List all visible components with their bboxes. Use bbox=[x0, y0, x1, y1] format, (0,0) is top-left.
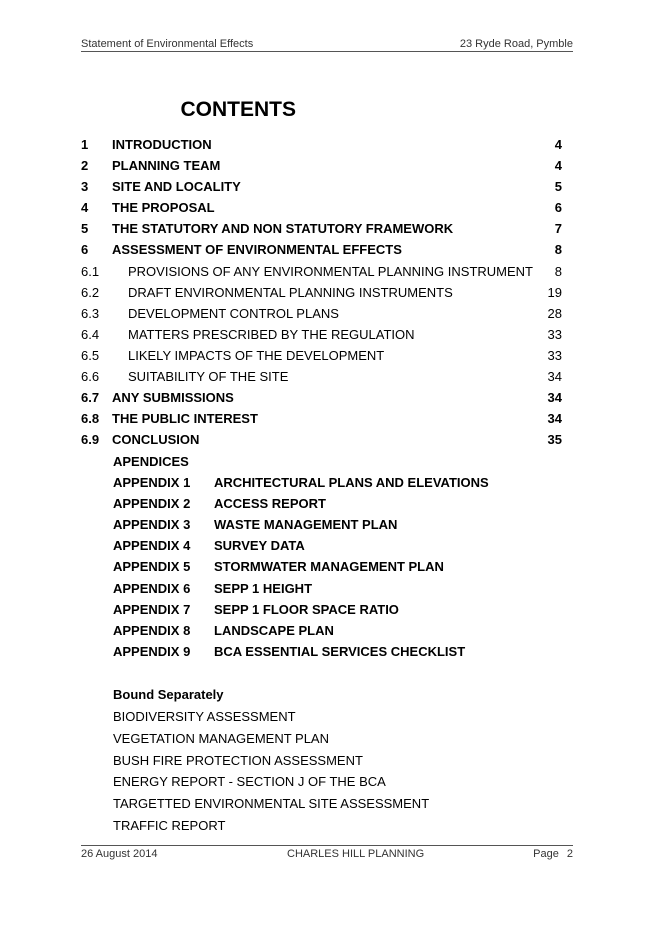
bound-separately-heading: Bound Separately bbox=[113, 687, 224, 702]
toc-entry-title: THE PROPOSAL bbox=[112, 200, 215, 216]
bound-separately-list bbox=[113, 684, 429, 837]
footer-organisation: CHARLES HILL PLANNING bbox=[287, 848, 425, 860]
toc-entry-page: 34 bbox=[547, 411, 562, 427]
appendix-title: STORMWATER MANAGEMENT PLAN bbox=[214, 559, 444, 575]
appendix-code: APPENDIX 5 bbox=[113, 559, 191, 575]
toc-entry-title: MATTERS PRESCRIBED BY THE REGULATION bbox=[128, 326, 415, 342]
toc-entry-title: SITE AND LOCALITY bbox=[112, 179, 241, 195]
toc-entry bbox=[81, 134, 562, 155]
toc-entry-title: DEVELOPMENT CONTROL PLANS bbox=[128, 305, 339, 321]
appendix-entry bbox=[113, 641, 533, 662]
toc-entry-page: 8 bbox=[554, 263, 562, 279]
toc-entry-number: 6.2 bbox=[81, 284, 100, 300]
toc-entry bbox=[81, 218, 562, 239]
appendix-entry bbox=[113, 578, 533, 599]
toc-entry bbox=[81, 429, 562, 450]
toc-entry-number: 6.4 bbox=[81, 326, 100, 342]
toc-entry-title: THE STATUTORY AND NON STATUTORY FRAMEWORK bbox=[112, 221, 454, 237]
toc-entry-number: 3 bbox=[81, 179, 89, 195]
appendix-code: APPENDIX 6 bbox=[113, 580, 191, 596]
toc-entry-page: 28 bbox=[547, 305, 562, 321]
toc-entry-number: 6.6 bbox=[81, 369, 100, 385]
toc-entry-title: ASSESSMENT OF ENVIRONMENTAL EFFECTS bbox=[112, 242, 402, 258]
toc-entry bbox=[81, 176, 562, 197]
toc-entry bbox=[81, 387, 562, 408]
toc-entry-page: 7 bbox=[554, 221, 562, 237]
appendix-entry bbox=[113, 472, 533, 493]
toc-entry-page: 6 bbox=[554, 200, 562, 216]
toc-entry-page: 5 bbox=[554, 179, 562, 195]
toc-entry-number: 1 bbox=[81, 137, 89, 152]
appendix-title: SEPP 1 HEIGHT bbox=[214, 580, 313, 596]
toc-entry bbox=[81, 408, 562, 429]
toc-entry bbox=[81, 261, 562, 282]
toc-entry-title: LIKELY IMPACTS OF THE DEVELOPMENT bbox=[128, 347, 385, 363]
toc-entry-title: INTRODUCTION bbox=[112, 137, 212, 152]
toc-entry-page: 8 bbox=[554, 242, 562, 258]
toc-entry-number: 2 bbox=[81, 158, 89, 174]
toc-entry-page: 4 bbox=[554, 137, 562, 152]
appendix-code: APPENDIX 4 bbox=[113, 538, 191, 554]
appendix-code: APPENDIX 2 bbox=[113, 496, 191, 512]
bound-separately-item: TRAFFIC REPORT bbox=[113, 817, 226, 833]
toc-entry bbox=[81, 303, 562, 324]
toc-entry-number: 6.7 bbox=[81, 390, 100, 406]
toc-entry-number: 5 bbox=[81, 221, 89, 237]
toc-entry-title: THE PUBLIC INTEREST bbox=[112, 411, 258, 427]
appendices-heading: APENDICES bbox=[113, 454, 189, 469]
toc-entry-title: PROVISIONS OF ANY ENVIRONMENTAL PLANNING INSTRUMENT bbox=[128, 263, 533, 279]
appendix-entry bbox=[113, 556, 533, 577]
toc-entry-page: 34 bbox=[547, 369, 562, 385]
bound-separately-item: VEGETATION MANAGEMENT PLAN bbox=[113, 730, 329, 746]
appendix-title: ARCHITECTURAL PLANS AND ELEVATIONS bbox=[214, 475, 489, 491]
toc-entry-title: ANY SUBMISSIONS bbox=[112, 390, 234, 406]
header-address: 23 Ryde Road, Pymble bbox=[459, 38, 573, 50]
appendix-entry bbox=[113, 514, 533, 535]
appendix-title: BCA ESSENTIAL SERVICES CHECKLIST bbox=[214, 643, 466, 659]
toc-entry-number: 6.5 bbox=[81, 347, 100, 363]
toc-entry-number: 6.8 bbox=[81, 411, 100, 427]
bound-separately-item: BIODIVERSITY ASSESSMENT bbox=[113, 709, 296, 724]
header-document-title: Statement of Environmental Effects bbox=[81, 38, 254, 50]
toc-entry bbox=[81, 324, 562, 345]
footer-page bbox=[533, 848, 573, 860]
toc-entry bbox=[81, 282, 562, 303]
footer-page-number: 2 bbox=[566, 848, 573, 860]
toc-entry-title: SUITABILITY OF THE SITE bbox=[128, 369, 289, 385]
toc-entry-page: 34 bbox=[547, 390, 562, 406]
appendix-code: APPENDIX 1 bbox=[113, 475, 191, 491]
appendix-title: ACCESS REPORT bbox=[214, 496, 326, 512]
appendix-code: APPENDIX 3 bbox=[113, 517, 191, 533]
bound-separately-item: BUSH FIRE PROTECTION ASSESSMENT bbox=[113, 752, 363, 768]
toc-entry-number: 6 bbox=[81, 242, 89, 258]
toc-entry-number: 6.1 bbox=[81, 263, 100, 279]
toc-entry bbox=[81, 197, 562, 218]
page-header bbox=[81, 38, 573, 52]
appendix-entry bbox=[113, 535, 533, 556]
appendix-entry bbox=[113, 599, 533, 620]
appendix-code: APPENDIX 7 bbox=[113, 601, 191, 617]
footer-date: 26 August 2014 bbox=[81, 848, 158, 860]
toc-entry-page: 35 bbox=[547, 432, 562, 448]
appendices-list bbox=[113, 451, 533, 662]
toc-entry-number: 4 bbox=[81, 200, 89, 216]
page-title bbox=[0, 98, 484, 122]
contents-heading: CONTENTS bbox=[180, 98, 296, 121]
toc-entry-page: 33 bbox=[547, 347, 562, 363]
toc-entry-number: 6.9 bbox=[81, 432, 100, 448]
appendix-entry bbox=[113, 493, 533, 514]
toc-entry-title: PLANNING TEAM bbox=[112, 158, 221, 174]
toc-entry-number: 6.3 bbox=[81, 305, 100, 321]
appendix-entry bbox=[113, 620, 533, 641]
appendix-code: APPENDIX 9 bbox=[113, 643, 191, 659]
toc-entry bbox=[81, 366, 562, 387]
toc-entry-page: 4 bbox=[554, 158, 562, 174]
bound-separately-item: ENERGY REPORT - SECTION J OF THE BCA bbox=[113, 774, 386, 790]
appendix-title: LANDSCAPE PLAN bbox=[214, 622, 334, 638]
toc-entry bbox=[81, 155, 562, 176]
toc-entry-page: 33 bbox=[547, 326, 562, 342]
page-footer bbox=[81, 845, 573, 862]
toc-entry-page: 19 bbox=[547, 284, 562, 300]
toc-entry bbox=[81, 345, 562, 366]
table-of-contents bbox=[81, 134, 562, 450]
appendix-title: SEPP 1 FLOOR SPACE RATIO bbox=[214, 601, 399, 617]
appendix-code: APPENDIX 8 bbox=[113, 622, 191, 638]
toc-entry-title: DRAFT ENVIRONMENTAL PLANNING INSTRUMENTS bbox=[128, 284, 453, 300]
toc-entry bbox=[81, 239, 562, 260]
bound-separately-item: TARGETTED ENVIRONMENTAL SITE ASSESSMENT bbox=[113, 796, 430, 812]
toc-entry-title: CONCLUSION bbox=[112, 432, 200, 448]
appendix-title: SURVEY DATA bbox=[214, 538, 305, 554]
appendix-title: WASTE MANAGEMENT PLAN bbox=[214, 517, 398, 533]
footer-page-label: Page bbox=[533, 848, 559, 860]
